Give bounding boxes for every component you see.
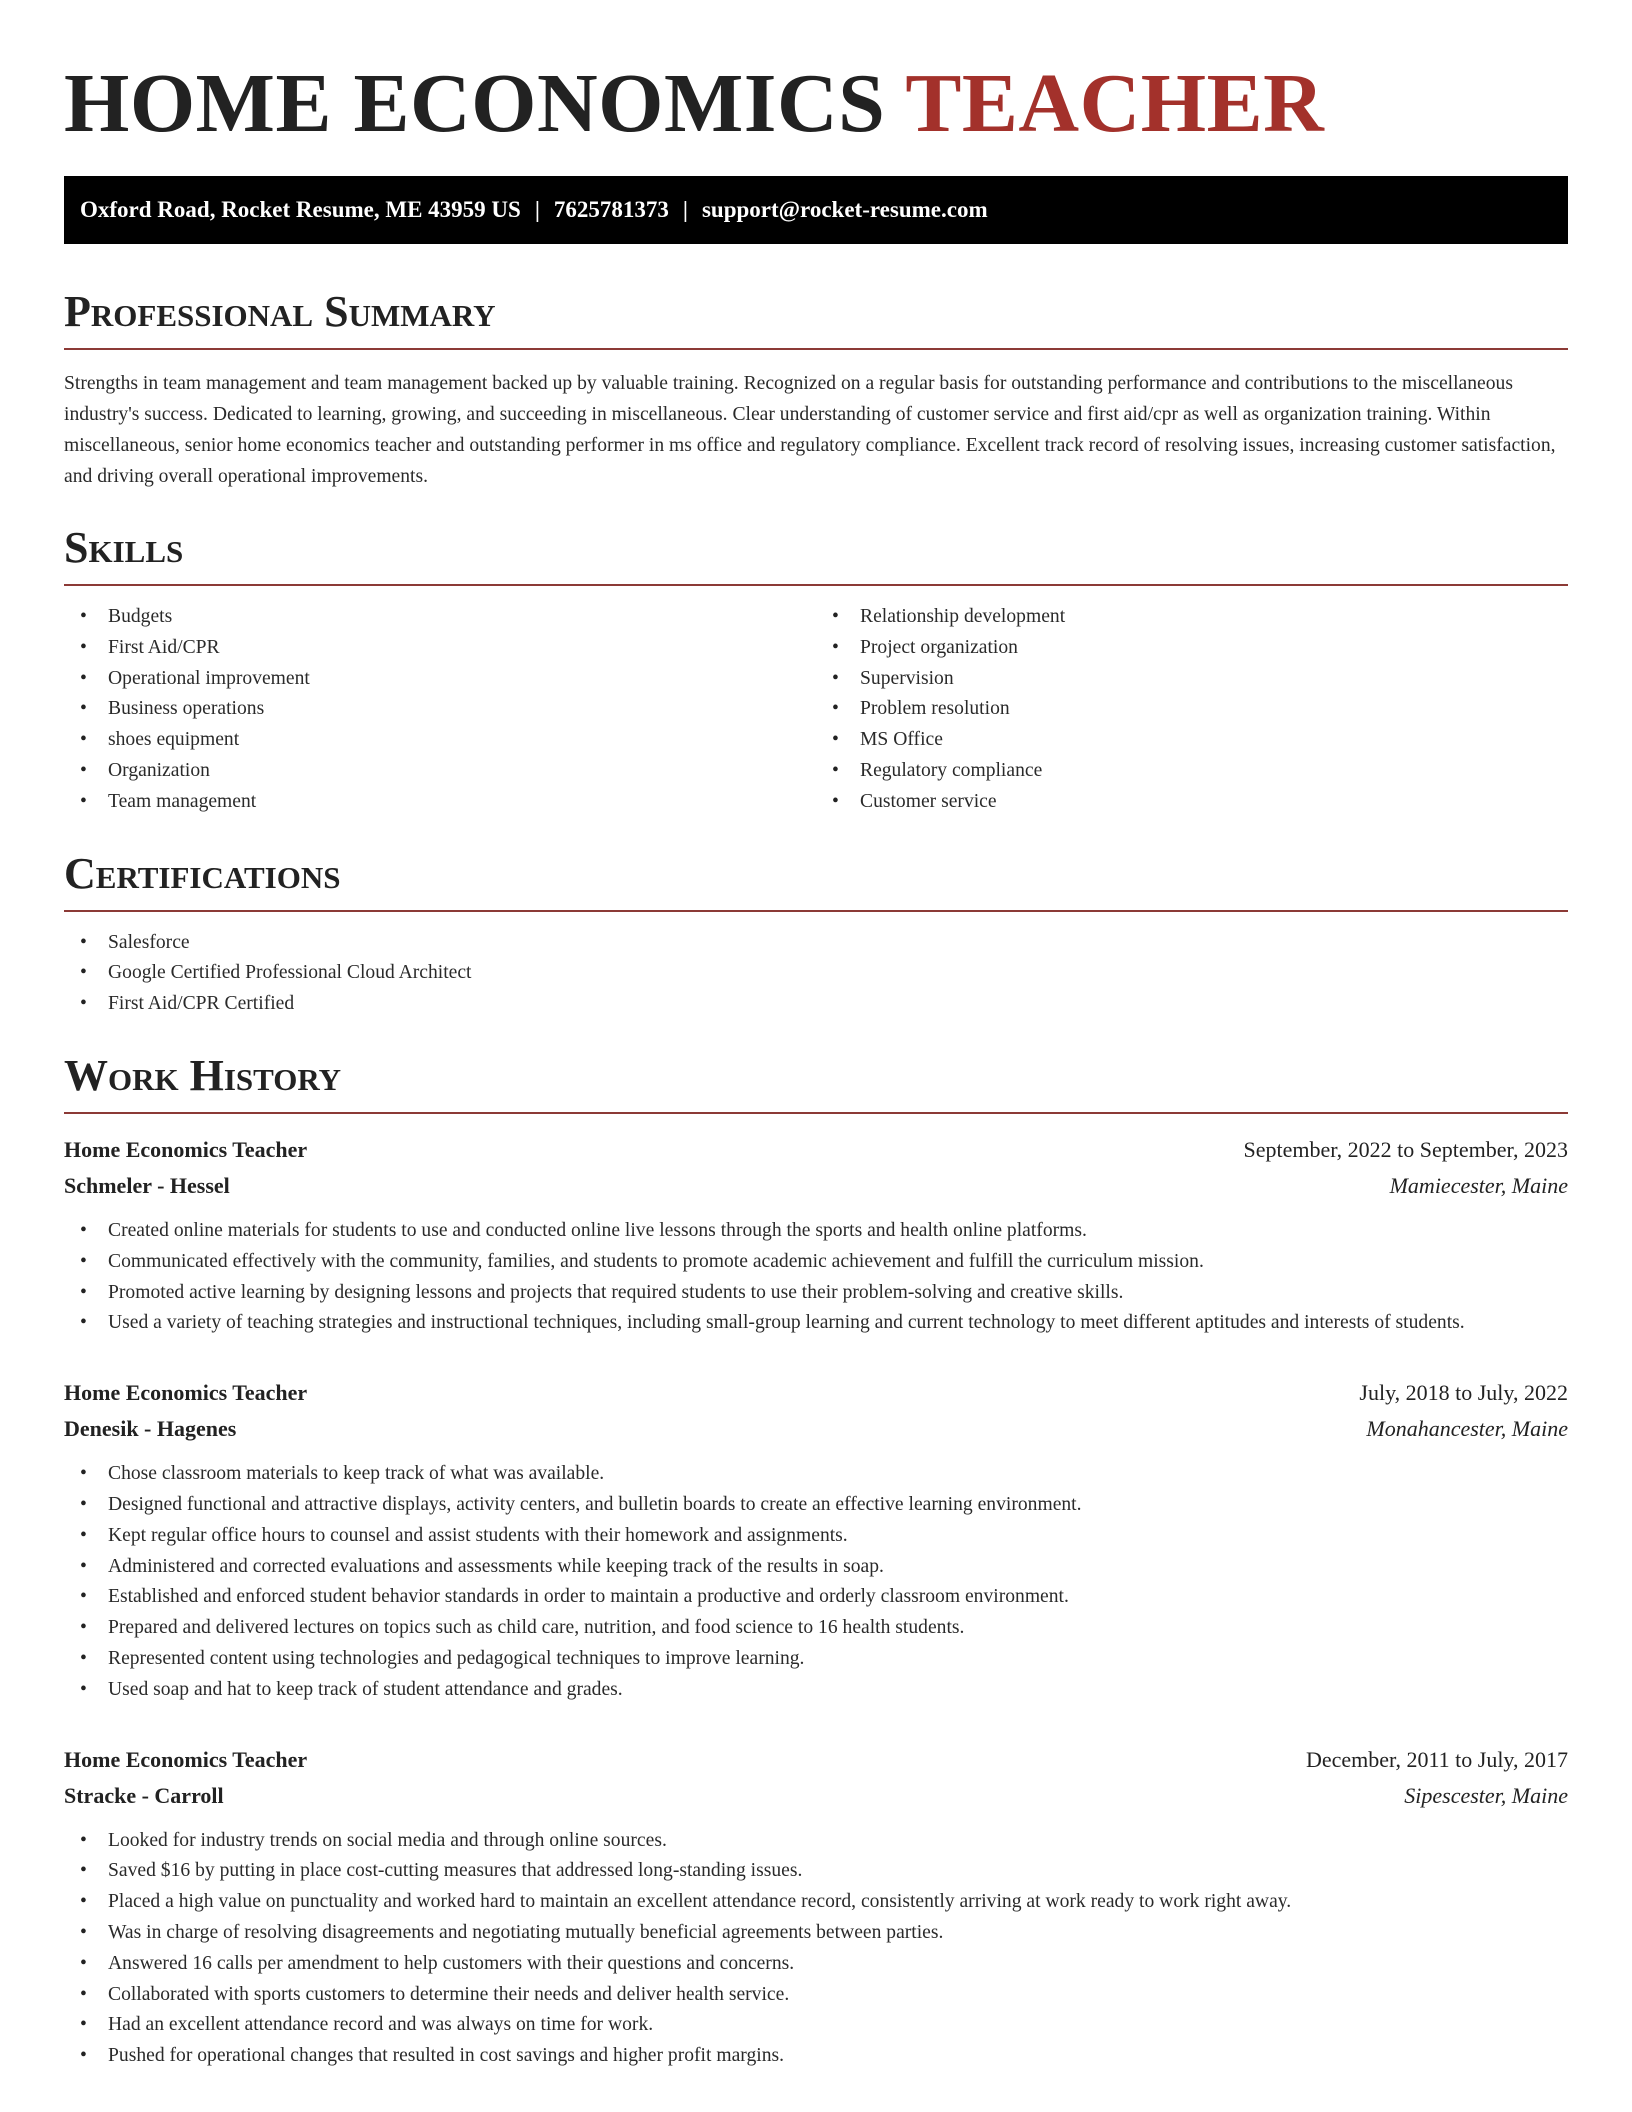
skill-item: • Business operations: [64, 694, 816, 725]
job-company: Stracke - Carroll: [64, 1782, 224, 1808]
summary-text: Strengths in team management and team management backed up by valuable training. Recognized on a regular basis for outstanding performance and contributions to the miscellaneous industry's success. Dedicated to learning, growing, and succeeding in miscellaneous. Clear understanding of customer service and first aid/cpr as well as organization training. Within miscellaneous, senior home economics teacher and outstanding performer in ms office and regulatory compliance. Excellent track record of resolving issues, increasing customer satisfaction, and driving overall operational improvements.: [64, 373, 1556, 487]
certifications-list: [64, 928, 1568, 1020]
certification-item: • Google Certified Professional Cloud Architect: [64, 958, 1568, 989]
job-duty: • Communicated effectively with the community, families, and students to promote academic achievement and fulfill the curriculum mission.: [64, 1247, 1568, 1278]
certifications-heading: Certifications: [64, 848, 1568, 912]
job-duties-list: [64, 1826, 1568, 2072]
skill-item: • Problem resolution: [816, 694, 1568, 725]
job-duty: • Collaborated with sports customers to determine their needs and deliver health service.: [64, 1980, 1568, 2011]
job-duty: • Established and enforced student behavior standards in order to maintain a productive and orderly classroom environment.: [64, 1582, 1568, 1613]
skill-item: • Customer service: [816, 787, 1568, 818]
skill-item: • Relationship development: [816, 602, 1568, 633]
job-location: Mamiecester, Maine: [1389, 1172, 1568, 1198]
skill-item: • Regulatory compliance: [816, 756, 1568, 787]
job-dates: December, 2011 to July, 2017: [1305, 1746, 1568, 1772]
summary-heading: Professional Summary: [64, 286, 1568, 350]
job-duties-list: [64, 1216, 1568, 1339]
job-duty: • Placed a high value on punctuality and worked hard to maintain an excellent attendance record, consistently arriving at work ready to work right away.: [64, 1887, 1568, 1918]
contact-phone: 7625781373: [553, 197, 669, 222]
job-employer-row: [64, 1411, 1568, 1447]
skills-list-right: [816, 602, 1568, 818]
job-entry: [64, 1742, 1568, 2072]
contact-email: support@rocket-resume.com: [701, 197, 988, 222]
job-duty: • Promoted active learning by designing lessons and projects that required students to use their problem-solving and creative skills.: [64, 1278, 1568, 1309]
job-duty: • Had an excellent attendance record and was always on time for work.: [64, 2010, 1568, 2041]
job-duty: • Pushed for operational changes that resulted in cost savings and higher profit margins.: [64, 2041, 1568, 2072]
job-location: Monahancester, Maine: [1366, 1416, 1568, 1442]
job-duty: • Created online materials for students to use and conducted online live lessons through the sports and health online platforms.: [64, 1216, 1568, 1247]
title-role-prefix: HOME ECONOMICS: [64, 57, 886, 150]
skill-item: • Organization: [64, 756, 816, 787]
contact-separator: |: [682, 197, 688, 222]
job-duty: • Was in charge of resolving disagreements and negotiating mutually beneficial agreements between parties.: [64, 1918, 1568, 1949]
work-history-heading: Work History: [64, 1050, 1568, 1114]
skill-item: • First Aid/CPR: [64, 633, 816, 664]
job-duty: • Looked for industry trends on social media and through online sources.: [64, 1826, 1568, 1857]
job-duty: • Answered 16 calls per amendment to help customers with their questions and concerns.: [64, 1949, 1568, 1980]
job-duty: • Chose classroom materials to keep track of what was available.: [64, 1459, 1568, 1490]
resume-title: [64, 0, 1568, 150]
job-header-row: [64, 1132, 1568, 1168]
job-duty: • Represented content using technologies and pedagogical techniques to improve learning.: [64, 1644, 1568, 1675]
job-duty: • Used soap and hat to keep track of student attendance and grades.: [64, 1675, 1568, 1706]
job-entry: [64, 1132, 1568, 1339]
skill-item: • MS Office: [816, 725, 1568, 756]
job-title: Home Economics Teacher: [64, 1746, 308, 1772]
skill-item: • shoes equipment: [64, 725, 816, 756]
certification-item: • First Aid/CPR Certified: [64, 989, 1568, 1020]
certification-item: • Salesforce: [64, 928, 1568, 959]
contact-separator: |: [534, 197, 540, 222]
skill-item: • Project organization: [816, 633, 1568, 664]
skill-item: • Team management: [64, 787, 816, 818]
skills-heading: Skills: [64, 522, 1568, 586]
contact-address: Oxford Road, Rocket Resume, ME 43959 US: [80, 197, 521, 222]
title-role-accent: TEACHER: [905, 57, 1325, 150]
job-header-row: [64, 1375, 1568, 1411]
contact-bar: [64, 176, 1568, 244]
job-duty: • Designed functional and attractive displays, activity centers, and bulletin boards to create an effective learning environment.: [64, 1490, 1568, 1521]
job-dates: July, 2018 to July, 2022: [1359, 1380, 1568, 1406]
job-company: Denesik - Hagenes: [64, 1416, 237, 1442]
skill-item: • Supervision: [816, 664, 1568, 695]
job-duty: • Administered and corrected evaluations and assessments while keeping track of the results in soap.: [64, 1552, 1568, 1583]
job-company: Schmeler - Hessel: [64, 1172, 230, 1198]
skills-column-left: [64, 602, 816, 818]
skill-item: • Operational improvement: [64, 664, 816, 695]
job-employer-row: [64, 1778, 1568, 1814]
skills-column-right: [816, 602, 1568, 818]
job-dates: September, 2022 to September, 2023: [1243, 1136, 1568, 1162]
skills-list-left: [64, 602, 816, 818]
job-entry: [64, 1375, 1568, 1705]
skill-item: • Budgets: [64, 602, 816, 633]
job-title: Home Economics Teacher: [64, 1380, 308, 1406]
job-header-row: [64, 1742, 1568, 1778]
job-duty: • Used a variety of teaching strategies and instructional techniques, including small-group learning and current technology to meet different aptitudes and interests of students.: [64, 1308, 1568, 1339]
job-duty: • Kept regular office hours to counsel and assist students with their homework and assignments.: [64, 1521, 1568, 1552]
job-location: Sipescester, Maine: [1404, 1782, 1568, 1808]
job-employer-row: [64, 1168, 1568, 1204]
job-duty: • Prepared and delivered lectures on topics such as child care, nutrition, and food science to 16 health students.: [64, 1613, 1568, 1644]
skills-grid: [64, 602, 1568, 818]
job-duty: • Saved $16 by putting in place cost-cutting measures that addressed long-standing issues.: [64, 1856, 1568, 1887]
job-title: Home Economics Teacher: [64, 1136, 308, 1162]
job-duties-list: [64, 1459, 1568, 1705]
